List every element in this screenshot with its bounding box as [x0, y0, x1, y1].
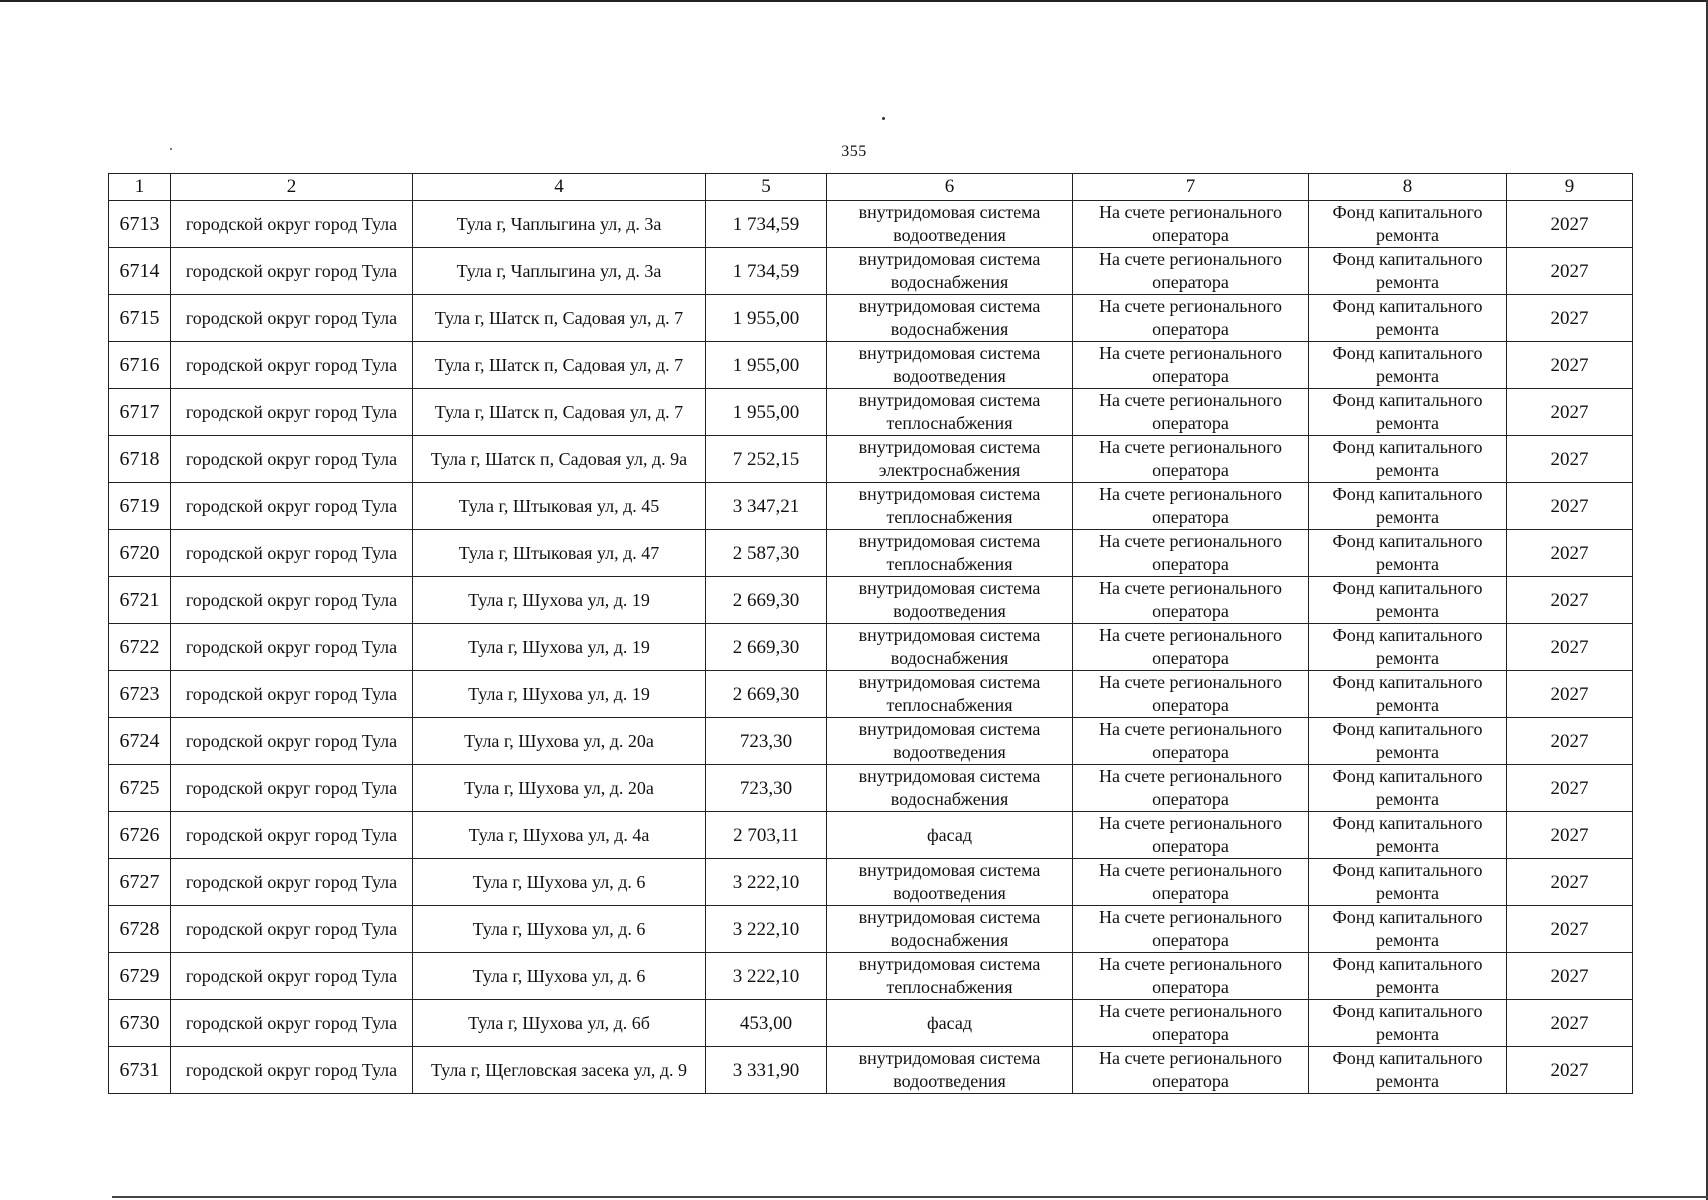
- funding-source-cell: Фонд капитального ремонта: [1309, 248, 1507, 295]
- year-cell: 2027: [1507, 765, 1633, 812]
- address-cell: Тула г, Шатск п, Садовая ул, д. 7: [413, 295, 706, 342]
- column-header: 9: [1507, 174, 1633, 201]
- funding-source-cell: Фонд капитального ремонта: [1309, 953, 1507, 1000]
- work-type-cell: внутридомовая система теплоснабжения: [827, 671, 1073, 718]
- account-method-cell: На счете регионального оператора: [1073, 906, 1309, 953]
- row-number-cell: 6722: [109, 624, 171, 671]
- account-method-cell: На счете регионального оператора: [1073, 765, 1309, 812]
- address-cell: Тула г, Щегловская засека ул, д. 9: [413, 1047, 706, 1094]
- table-row: [109, 577, 1633, 624]
- funding-source-cell: Фонд капитального ремонта: [1309, 342, 1507, 389]
- funding-source-cell: Фонд капитального ремонта: [1309, 295, 1507, 342]
- account-method-cell: На счете регионального оператора: [1073, 436, 1309, 483]
- funding-source-cell: Фонд капитального ремонта: [1309, 859, 1507, 906]
- capital-repair-table: [108, 173, 1633, 1094]
- work-type-cell: внутридомовая система теплоснабжения: [827, 530, 1073, 577]
- scan-top-border: [0, 0, 1708, 2]
- row-number-cell: 6730: [109, 1000, 171, 1047]
- municipality-cell: городской округ город Тула: [171, 859, 413, 906]
- row-number-cell: 6717: [109, 389, 171, 436]
- table-row: [109, 530, 1633, 577]
- year-cell: 2027: [1507, 1047, 1633, 1094]
- address-cell: Тула г, Шухова ул, д. 6: [413, 953, 706, 1000]
- row-number-cell: 6729: [109, 953, 171, 1000]
- area-amount-cell: 1 955,00: [706, 342, 827, 389]
- table-row: [109, 812, 1633, 859]
- address-cell: Тула г, Штыковая ул, д. 47: [413, 530, 706, 577]
- area-amount-cell: 2 703,11: [706, 812, 827, 859]
- municipality-cell: городской округ город Тула: [171, 1047, 413, 1094]
- area-amount-cell: 723,30: [706, 765, 827, 812]
- table-row: [109, 1000, 1633, 1047]
- municipality-cell: городской округ город Тула: [171, 577, 413, 624]
- year-cell: 2027: [1507, 859, 1633, 906]
- work-type-cell: внутридомовая система водоснабжения: [827, 295, 1073, 342]
- work-type-cell: внутридомовая система теплоснабжения: [827, 389, 1073, 436]
- year-cell: 2027: [1507, 295, 1633, 342]
- account-method-cell: На счете регионального оператора: [1073, 248, 1309, 295]
- municipality-cell: городской округ город Тула: [171, 1000, 413, 1047]
- account-method-cell: На счете регионального оператора: [1073, 671, 1309, 718]
- table-row: [109, 906, 1633, 953]
- table-body: [109, 174, 1633, 1094]
- area-amount-cell: 1 955,00: [706, 389, 827, 436]
- table-row: [109, 389, 1633, 436]
- municipality-cell: городской округ город Тула: [171, 953, 413, 1000]
- row-number-cell: 6725: [109, 765, 171, 812]
- row-number-cell: 6723: [109, 671, 171, 718]
- column-header: 4: [413, 174, 706, 201]
- municipality-cell: городской округ город Тула: [171, 718, 413, 765]
- area-amount-cell: 453,00: [706, 1000, 827, 1047]
- work-type-cell: внутридомовая система водоотведения: [827, 718, 1073, 765]
- year-cell: 2027: [1507, 201, 1633, 248]
- municipality-cell: городской округ город Тула: [171, 530, 413, 577]
- funding-source-cell: Фонд капитального ремонта: [1309, 1000, 1507, 1047]
- address-cell: Тула г, Шатск п, Садовая ул, д. 7: [413, 389, 706, 436]
- work-type-cell: внутридомовая система электроснабжения: [827, 436, 1073, 483]
- address-cell: Тула г, Шухова ул, д. 6: [413, 906, 706, 953]
- row-number-cell: 6727: [109, 859, 171, 906]
- row-number-cell: 6726: [109, 812, 171, 859]
- table-row: [109, 248, 1633, 295]
- area-amount-cell: 3 222,10: [706, 953, 827, 1000]
- column-header: 5: [706, 174, 827, 201]
- row-number-cell: 6721: [109, 577, 171, 624]
- table-row: [109, 1047, 1633, 1094]
- row-number-cell: 6719: [109, 483, 171, 530]
- address-cell: Тула г, Шухова ул, д. 19: [413, 577, 706, 624]
- work-type-cell: внутридомовая система водоснабжения: [827, 906, 1073, 953]
- municipality-cell: городской округ город Тула: [171, 483, 413, 530]
- year-cell: 2027: [1507, 436, 1633, 483]
- municipality-cell: городской округ город Тула: [171, 248, 413, 295]
- funding-source-cell: Фонд капитального ремонта: [1309, 1047, 1507, 1094]
- year-cell: 2027: [1507, 483, 1633, 530]
- work-type-cell: фасад: [827, 812, 1073, 859]
- work-type-cell: внутридомовая система теплоснабжения: [827, 483, 1073, 530]
- area-amount-cell: 3 347,21: [706, 483, 827, 530]
- year-cell: 2027: [1507, 530, 1633, 577]
- row-number-cell: 6718: [109, 436, 171, 483]
- municipality-cell: городской округ город Тула: [171, 436, 413, 483]
- account-method-cell: На счете регионального оператора: [1073, 389, 1309, 436]
- area-amount-cell: 1 734,59: [706, 248, 827, 295]
- municipality-cell: городской округ город Тула: [171, 624, 413, 671]
- funding-source-cell: Фонд капитального ремонта: [1309, 577, 1507, 624]
- account-method-cell: На счете регионального оператора: [1073, 624, 1309, 671]
- year-cell: 2027: [1507, 389, 1633, 436]
- funding-source-cell: Фонд капитального ремонта: [1309, 718, 1507, 765]
- address-cell: Тула г, Штыковая ул, д. 45: [413, 483, 706, 530]
- address-cell: Тула г, Шухова ул, д. 20а: [413, 718, 706, 765]
- work-type-cell: внутридомовая система водоснабжения: [827, 248, 1073, 295]
- funding-source-cell: Фонд капитального ремонта: [1309, 436, 1507, 483]
- year-cell: 2027: [1507, 248, 1633, 295]
- page-number: 355: [841, 143, 867, 160]
- row-number-cell: 6720: [109, 530, 171, 577]
- work-type-cell: внутридомовая система водоотведения: [827, 342, 1073, 389]
- row-number-cell: 6728: [109, 906, 171, 953]
- funding-source-cell: Фонд капитального ремонта: [1309, 624, 1507, 671]
- address-cell: Тула г, Чаплыгина ул, д. 3а: [413, 248, 706, 295]
- area-amount-cell: 1 955,00: [706, 295, 827, 342]
- work-type-cell: внутридомовая система водоснабжения: [827, 765, 1073, 812]
- table-row: [109, 295, 1633, 342]
- table-row: [109, 342, 1633, 389]
- area-amount-cell: 2 587,30: [706, 530, 827, 577]
- area-amount-cell: 723,30: [706, 718, 827, 765]
- account-method-cell: На счете регионального оператора: [1073, 953, 1309, 1000]
- account-method-cell: На счете регионального оператора: [1073, 530, 1309, 577]
- address-cell: Тула г, Шатск п, Садовая ул, д. 7: [413, 342, 706, 389]
- year-cell: 2027: [1507, 577, 1633, 624]
- work-type-cell: внутридомовая система водоснабжения: [827, 624, 1073, 671]
- account-method-cell: На счете регионального оператора: [1073, 483, 1309, 530]
- account-method-cell: На счете регионального оператора: [1073, 295, 1309, 342]
- area-amount-cell: 7 252,15: [706, 436, 827, 483]
- area-amount-cell: 3 331,90: [706, 1047, 827, 1094]
- scan-speck: [882, 117, 885, 120]
- table-row: [109, 201, 1633, 248]
- funding-source-cell: Фонд капитального ремонта: [1309, 483, 1507, 530]
- table-row: [109, 765, 1633, 812]
- work-type-cell: внутридомовая система водоотведения: [827, 577, 1073, 624]
- account-method-cell: На счете регионального оператора: [1073, 201, 1309, 248]
- row-number-cell: 6714: [109, 248, 171, 295]
- year-cell: 2027: [1507, 906, 1633, 953]
- work-type-cell: внутридомовая система водоотведения: [827, 201, 1073, 248]
- municipality-cell: городской округ город Тула: [171, 295, 413, 342]
- row-number-cell: 6731: [109, 1047, 171, 1094]
- row-number-cell: 6716: [109, 342, 171, 389]
- area-amount-cell: 2 669,30: [706, 671, 827, 718]
- funding-source-cell: Фонд капитального ремонта: [1309, 906, 1507, 953]
- column-header: 6: [827, 174, 1073, 201]
- municipality-cell: городской округ город Тула: [171, 201, 413, 248]
- area-amount-cell: 3 222,10: [706, 906, 827, 953]
- municipality-cell: городской округ город Тула: [171, 906, 413, 953]
- year-cell: 2027: [1507, 624, 1633, 671]
- table-row: [109, 953, 1633, 1000]
- table-header-row: [109, 174, 1633, 201]
- year-cell: 2027: [1507, 953, 1633, 1000]
- year-cell: 2027: [1507, 1000, 1633, 1047]
- address-cell: Тула г, Шухова ул, д. 19: [413, 671, 706, 718]
- municipality-cell: городской округ город Тула: [171, 671, 413, 718]
- funding-source-cell: Фонд капитального ремонта: [1309, 389, 1507, 436]
- funding-source-cell: Фонд капитального ремонта: [1309, 812, 1507, 859]
- address-cell: Тула г, Шухова ул, д. 6б: [413, 1000, 706, 1047]
- address-cell: Тула г, Шухова ул, д. 19: [413, 624, 706, 671]
- account-method-cell: На счете регионального оператора: [1073, 577, 1309, 624]
- column-header: 1: [109, 174, 171, 201]
- area-amount-cell: 1 734,59: [706, 201, 827, 248]
- row-number-cell: 6724: [109, 718, 171, 765]
- table-row: [109, 483, 1633, 530]
- funding-source-cell: Фонд капитального ремонта: [1309, 201, 1507, 248]
- row-number-cell: 6713: [109, 201, 171, 248]
- year-cell: 2027: [1507, 671, 1633, 718]
- year-cell: 2027: [1507, 342, 1633, 389]
- account-method-cell: На счете регионального оператора: [1073, 859, 1309, 906]
- municipality-cell: городской округ город Тула: [171, 812, 413, 859]
- column-header: 7: [1073, 174, 1309, 201]
- address-cell: Тула г, Шухова ул, д. 4а: [413, 812, 706, 859]
- account-method-cell: На счете регионального оператора: [1073, 812, 1309, 859]
- work-type-cell: внутридомовая система теплоснабжения: [827, 953, 1073, 1000]
- address-cell: Тула г, Чаплыгина ул, д. 3а: [413, 201, 706, 248]
- funding-source-cell: Фонд капитального ремонта: [1309, 671, 1507, 718]
- address-cell: Тула г, Шухова ул, д. 6: [413, 859, 706, 906]
- row-number-cell: 6715: [109, 295, 171, 342]
- table-row: [109, 436, 1633, 483]
- table-row: [109, 671, 1633, 718]
- table-row: [109, 624, 1633, 671]
- work-type-cell: внутридомовая система водоотведения: [827, 859, 1073, 906]
- work-type-cell: внутридомовая система водоотведения: [827, 1047, 1073, 1094]
- account-method-cell: На счете регионального оператора: [1073, 1000, 1309, 1047]
- table-row: [109, 859, 1633, 906]
- municipality-cell: городской округ город Тула: [171, 765, 413, 812]
- municipality-cell: городской округ город Тула: [171, 342, 413, 389]
- account-method-cell: На счете регионального оператора: [1073, 342, 1309, 389]
- year-cell: 2027: [1507, 812, 1633, 859]
- address-cell: Тула г, Шухова ул, д. 20а: [413, 765, 706, 812]
- area-amount-cell: 2 669,30: [706, 624, 827, 671]
- municipality-cell: городской округ город Тула: [171, 389, 413, 436]
- address-cell: Тула г, Шатск п, Садовая ул, д. 9а: [413, 436, 706, 483]
- work-type-cell: фасад: [827, 1000, 1073, 1047]
- funding-source-cell: Фонд капитального ремонта: [1309, 765, 1507, 812]
- column-header: 2: [171, 174, 413, 201]
- funding-source-cell: Фонд капитального ремонта: [1309, 530, 1507, 577]
- area-amount-cell: 2 669,30: [706, 577, 827, 624]
- column-header: 8: [1309, 174, 1507, 201]
- area-amount-cell: 3 222,10: [706, 859, 827, 906]
- year-cell: 2027: [1507, 718, 1633, 765]
- table-row: [109, 718, 1633, 765]
- scan-bottom-border: [112, 1196, 1708, 1198]
- account-method-cell: На счете регионального оператора: [1073, 1047, 1309, 1094]
- account-method-cell: На счете регионального оператора: [1073, 718, 1309, 765]
